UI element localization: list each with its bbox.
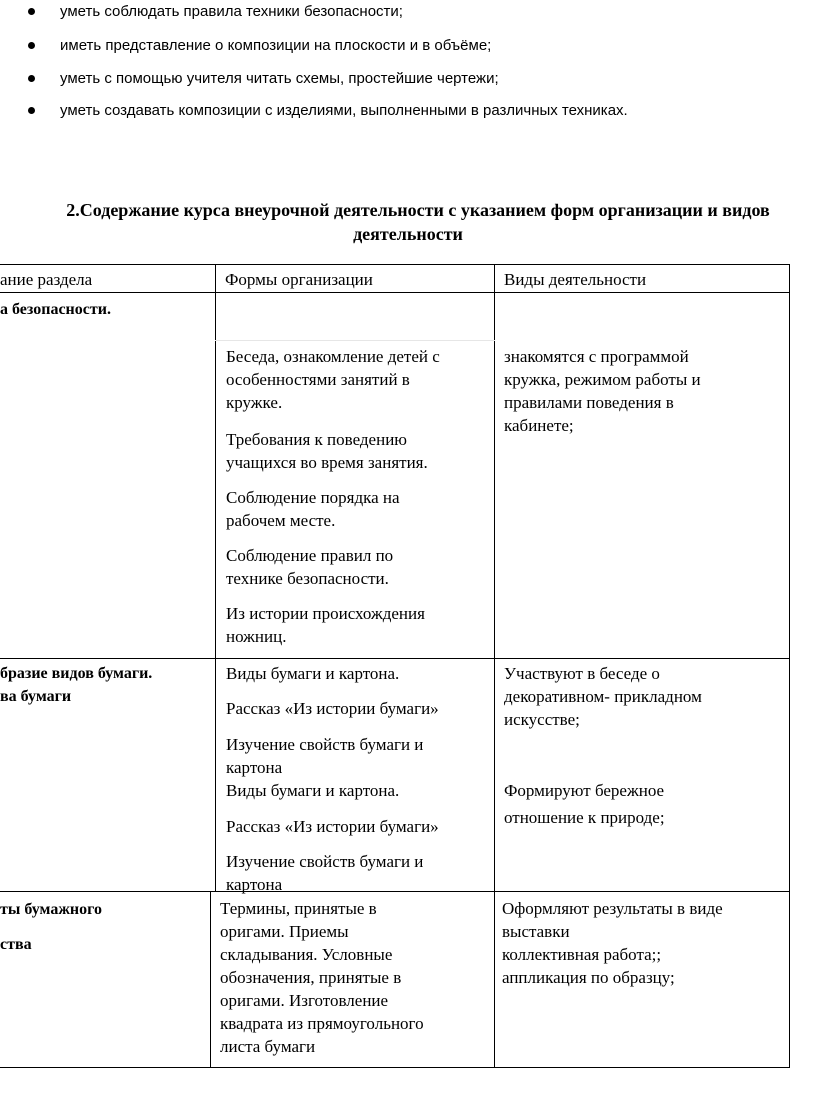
- list-item-text: уметь с помощью учителя читать схемы, простейшие чертежи;: [60, 70, 499, 87]
- activities-line: отношение к природе;: [504, 808, 665, 827]
- forms-line: оригами. Изготовление: [220, 991, 389, 1010]
- forms-line: оригами. Приемы: [220, 922, 349, 941]
- forms-cell: [226, 428, 428, 474]
- forms-line: Изучение свойств бумаги и: [226, 735, 424, 754]
- forms-line: ножниц.: [226, 627, 287, 646]
- table-column-divider: [494, 264, 495, 1067]
- forms-line: складывания. Условные: [220, 945, 393, 964]
- activities-line: коллективная работа;;: [502, 945, 662, 964]
- forms-cell: [226, 544, 393, 590]
- forms-cell: [226, 345, 440, 414]
- forms-line: Соблюдение порядка на: [226, 488, 400, 507]
- section-title-line: бразие видов бумаги.: [0, 665, 153, 682]
- activities-line: Формируют бережное: [504, 781, 665, 800]
- forms-cell: [226, 850, 423, 896]
- list-item-text: уметь соблюдать правила техники безопасности;: [60, 3, 403, 20]
- table-border-top: [0, 264, 790, 265]
- cell-inner-line: [215, 340, 495, 341]
- table-column-divider: [210, 891, 211, 1067]
- section-title: ства: [0, 936, 32, 953]
- forms-line: обозначения, принятые в: [220, 968, 402, 987]
- section-title: [0, 662, 152, 708]
- table-border-bottom: [0, 1067, 790, 1068]
- forms-line: особенностями занятий в: [226, 370, 410, 389]
- forms-line: технике безопасности.: [226, 569, 389, 588]
- activities-cell: [502, 897, 723, 989]
- activities-line: знакомятся с программой: [504, 347, 689, 366]
- forms-line: Рассказ «Из истории бумаги»: [226, 817, 439, 836]
- table-border-right: [789, 264, 790, 1067]
- forms-line: Термины, принятые в: [220, 899, 377, 918]
- forms-cell: [220, 897, 424, 1058]
- activities-cell: [504, 662, 702, 731]
- section-title: а безопасности.: [0, 301, 111, 318]
- forms-line: квадрата из прямоугольного: [220, 1014, 424, 1033]
- forms-line: Виды бумаги и картона.: [226, 664, 400, 683]
- activities-line: Участвуют в беседе о: [504, 664, 660, 683]
- forms-cell: [226, 602, 425, 648]
- activities-cell: [504, 345, 701, 437]
- column-header-forms: Формы организации: [225, 270, 373, 289]
- activities-line: аппликация по образцу;: [502, 968, 675, 987]
- forms-line: Из истории происхождения: [226, 604, 425, 623]
- forms-cell: [226, 486, 400, 532]
- forms-line: Рассказ «Из истории бумаги»: [226, 699, 439, 718]
- column-header-section: ание раздела: [0, 270, 93, 289]
- activities-line: искусстве;: [504, 710, 580, 729]
- forms-line: учащихся во время занятия.: [226, 453, 428, 472]
- activities-line: Оформляют результаты в виде: [502, 899, 723, 918]
- forms-line: картона: [226, 758, 283, 777]
- forms-line: кружке.: [226, 393, 283, 412]
- forms-line: картона: [226, 875, 283, 894]
- activities-line: декоративном- прикладном: [504, 687, 702, 706]
- forms-line: листа бумаги: [220, 1037, 316, 1056]
- list-item-text: уметь создавать композиции с изделиями, выполненными в различных техниках.: [60, 102, 628, 119]
- activities-line: выставки: [502, 922, 570, 941]
- forms-line: Виды бумаги и картона.: [226, 781, 400, 800]
- section-title-line: ва бумаги: [0, 688, 72, 705]
- activities-line: кружка, режимом работы и: [504, 370, 701, 389]
- forms-line: Соблюдение правил по: [226, 546, 394, 565]
- list-item-text: иметь представление о композиции на плоскости и в объёме;: [60, 37, 492, 54]
- column-header-activities: Виды деятельности: [504, 270, 647, 289]
- forms-line: Изучение свойств бумаги и: [226, 852, 424, 871]
- forms-cell: [226, 733, 423, 802]
- table-column-divider: [215, 264, 216, 658]
- activities-line: правилами поведения в: [504, 393, 674, 412]
- section-heading-line2: деятельности: [353, 224, 463, 244]
- section-heading-line1: 2.Содержание курса внеурочной деятельности с указанием форм организации и видов: [66, 200, 770, 220]
- section-title: ты бумажного: [0, 901, 103, 918]
- table-row-divider: [0, 658, 790, 659]
- forms-line: Беседа, ознакомление детей с: [226, 347, 440, 366]
- activities-line: кабинете;: [504, 416, 574, 435]
- forms-line: рабочем месте.: [226, 511, 336, 530]
- table-column-divider: [215, 658, 216, 891]
- forms-line: Требования к поведению: [226, 430, 407, 449]
- table-header-divider: [0, 292, 790, 293]
